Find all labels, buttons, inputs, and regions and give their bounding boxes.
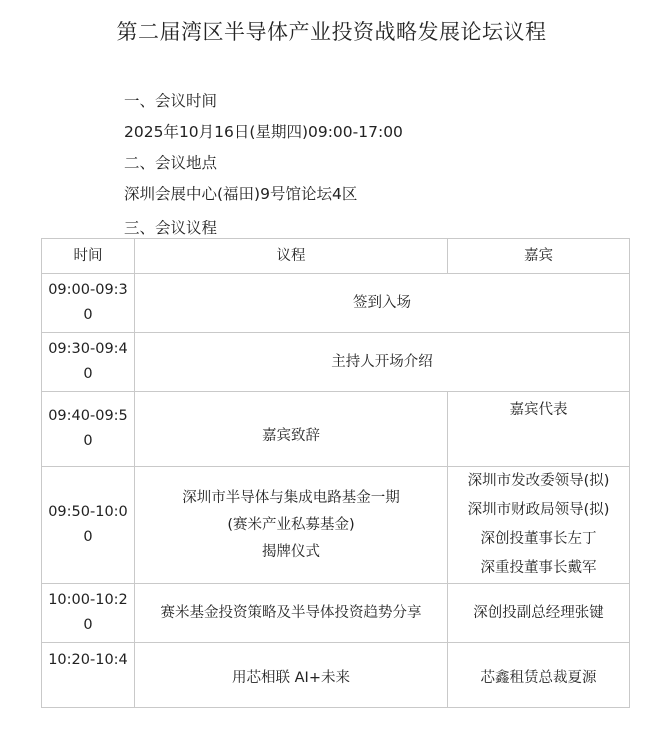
guest-text: 深圳市发改委领导(拟) xyxy=(467,473,610,489)
time-cell: 09:40-09:50 xyxy=(42,392,135,467)
agenda-text: 主持人开场介绍 xyxy=(331,353,433,370)
table-header-row xyxy=(42,239,630,274)
agenda-cell xyxy=(135,274,630,333)
header-guest: 嘉宾 xyxy=(448,239,630,274)
page-title: 第二届湾区半导体产业投资战略发展论坛议程 xyxy=(116,20,547,44)
header-agenda: 议程 xyxy=(135,239,448,274)
guest-text: 深重投董事长戴军 xyxy=(480,560,597,576)
time-cell: 09:30-09:40 xyxy=(42,333,135,392)
table-row xyxy=(42,333,630,392)
guest-cell xyxy=(448,467,630,584)
agenda-cell xyxy=(135,392,448,467)
guest-text: 深圳市财政局领导(拟) xyxy=(467,502,610,518)
table-row xyxy=(42,643,630,708)
agenda-text: 用芯相联 AI+未来 xyxy=(232,669,350,686)
guest-text: 嘉宾代表 xyxy=(509,402,568,418)
agenda-text: 揭牌仪式 xyxy=(262,543,320,560)
agenda-text: 嘉宾致辞 xyxy=(262,427,320,444)
time-text: 10:20-10:4 xyxy=(48,652,128,668)
table-row xyxy=(42,584,630,643)
guest-cell xyxy=(448,584,630,643)
guest-cell xyxy=(448,643,630,708)
meeting-place-heading: 二、会议地点 xyxy=(124,154,218,172)
agenda-cell xyxy=(135,584,448,643)
table-row xyxy=(42,274,630,333)
guest-cell xyxy=(448,392,630,467)
agenda-text: (赛米产业私募基金) xyxy=(227,516,355,533)
time-cell xyxy=(42,643,135,708)
guest-text: 深创投董事长左丁 xyxy=(480,531,597,547)
header-time: 时间 xyxy=(42,239,135,274)
table-row xyxy=(42,467,630,584)
meeting-time-heading: 一、会议时间 xyxy=(124,92,218,110)
agenda-cell xyxy=(135,467,448,584)
agenda-text: 深圳市半导体与集成电路基金一期 xyxy=(182,489,400,506)
table-row xyxy=(42,392,630,467)
time-cell: 09:00-09:30 xyxy=(42,274,135,333)
time-cell: 10:00-10:20 xyxy=(42,584,135,643)
guest-text: 芯鑫租赁总裁夏源 xyxy=(480,669,597,686)
guest-text: 深创投副总经理张键 xyxy=(473,604,604,621)
agenda-cell xyxy=(135,643,448,708)
agenda-cell xyxy=(135,333,630,392)
meeting-place-value: 深圳会展中心(福田)9号馆论坛4区 xyxy=(124,185,358,203)
agenda-text: 赛米基金投资策略及半导体投资趋势分享 xyxy=(160,604,422,621)
agenda-text: 签到入场 xyxy=(353,294,411,311)
time-cell: 09:50-10:00 xyxy=(42,467,135,584)
meeting-time-value: 2025年10月16日(星期四)09:00-17:00 xyxy=(124,123,403,141)
agenda-table xyxy=(41,238,630,708)
agenda-heading: 三、会议议程 xyxy=(124,219,218,237)
